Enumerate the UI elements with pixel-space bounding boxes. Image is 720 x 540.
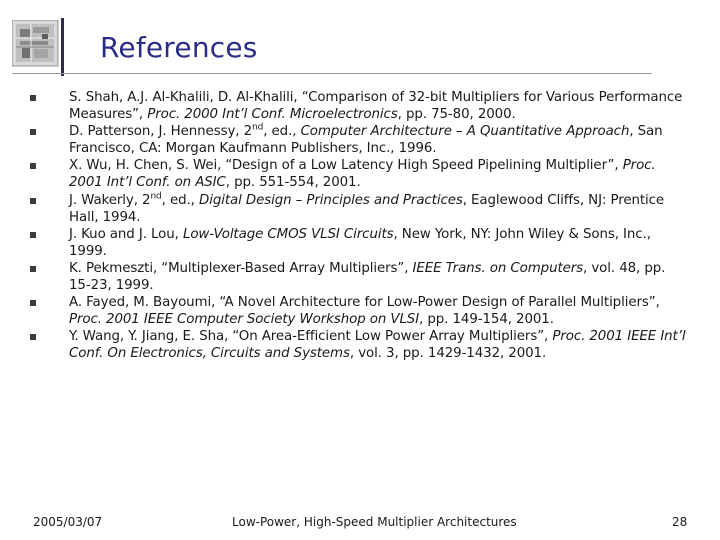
reference-venue: Proc. 2001 Int’l Conf. on ASIC [69,158,656,191]
reference-segment: , ed., [161,192,199,208]
reference-item [30,123,690,157]
reference-segment: , pp. 149-154, 2001. [419,312,554,328]
page-number: 28 [672,515,688,529]
reference-segment: J. Wakerly, 2 [69,192,151,208]
title-horizontal-rule [12,73,652,74]
reference-segment: X. Wu, H. Chen, S. Wei, “Design of a Low Latency High Speed Pipelining Multiplier”, [69,158,623,174]
reference-text [69,124,663,156]
reference-item [30,89,690,123]
square-bullet-icon [30,163,36,169]
reference-segment: , vol. 48, pp. 15-23, 1999. [69,260,666,294]
square-bullet-icon [30,334,36,340]
reference-segment: A. Fayed, M. Bayoumi, “A Novel Architecture for Low-Power Design of Parallel Multipliers”, [69,295,660,311]
slide-title: References [100,31,258,64]
reference-segment: , Eaglewood Cliffs, NJ: Prentice Hall, 1994. [69,192,665,225]
title-vertical-rule [61,18,64,76]
ordinal-suffix: nd [252,122,264,133]
reference-item [30,192,690,226]
reference-item [30,157,690,191]
reference-segment: S. Shah, A.J. Al-Khalili, D. Al-Khalili, “Comparison of 32-bit Multipliers for Various Performance Measures”, [69,90,683,123]
reference-item [30,294,690,328]
reference-venue: Proc. 2000 Int’l Conf. Microelectronics [147,107,398,123]
square-bullet-icon [30,129,36,135]
reference-venue: IEEE Trans. on Computers [412,260,584,276]
reference-text [69,295,660,327]
reference-item [30,260,690,294]
reference-segment: , vol. 3, pp. 1429-1432, 2001. [349,346,547,362]
square-bullet-icon [30,95,36,101]
footer-title: Low-Power, High-Speed Multiplier Architectures [232,515,517,529]
square-bullet-icon [30,198,36,204]
ordinal-suffix: nd [150,191,162,202]
reference-segment: J. Kuo and J. Lou, [69,226,183,242]
square-bullet-icon [30,300,36,306]
reference-text [69,261,665,293]
reference-segment: , pp. 75-80, 2000. [397,107,516,123]
reference-venue: Computer Architecture – A Quantitative Approach [300,124,630,140]
footer-date: 2005/03/07 [33,515,103,529]
reference-text [69,227,651,259]
reference-item [30,226,690,260]
reference-text [69,158,656,190]
reference-text [69,90,682,122]
reference-venue: Low-Voltage CMOS VLSI Circuits [182,226,394,242]
reference-segment: K. Pekmeszti, “Multiplexer-Based Array Multipliers”, [69,260,413,276]
reference-venue: Proc. 2001 IEEE Int’l Conf. On Electronics, Circuits and Systems [69,329,686,362]
reference-segment: , New York, NY: John Wiley & Sons, Inc., 1999. [69,226,651,259]
reference-text [69,329,685,361]
reference-text [69,193,664,225]
square-bullet-icon [30,232,36,238]
reference-item [30,328,690,362]
reference-list [30,89,690,363]
reference-segment: , ed., [263,124,301,140]
reference-venue: Proc. 2001 IEEE Computer Society Workshop on VLSI [69,312,420,328]
reference-segment: Y. Wang, Y. Jiang, E. Sha, “On Area-Efficient Low Power Array Multipliers”, [69,329,553,345]
reference-segment: , pp. 551-554, 2001. [225,175,361,191]
reference-segment: D. Patterson, J. Hennessy, 2 [69,124,253,140]
reference-segment: , San Francisco, CA: Morgan Kaufmann Publishers, Inc., 1996. [69,124,663,157]
square-bullet-icon [30,266,36,272]
reference-venue: Digital Design – Principles and Practices [199,192,463,208]
